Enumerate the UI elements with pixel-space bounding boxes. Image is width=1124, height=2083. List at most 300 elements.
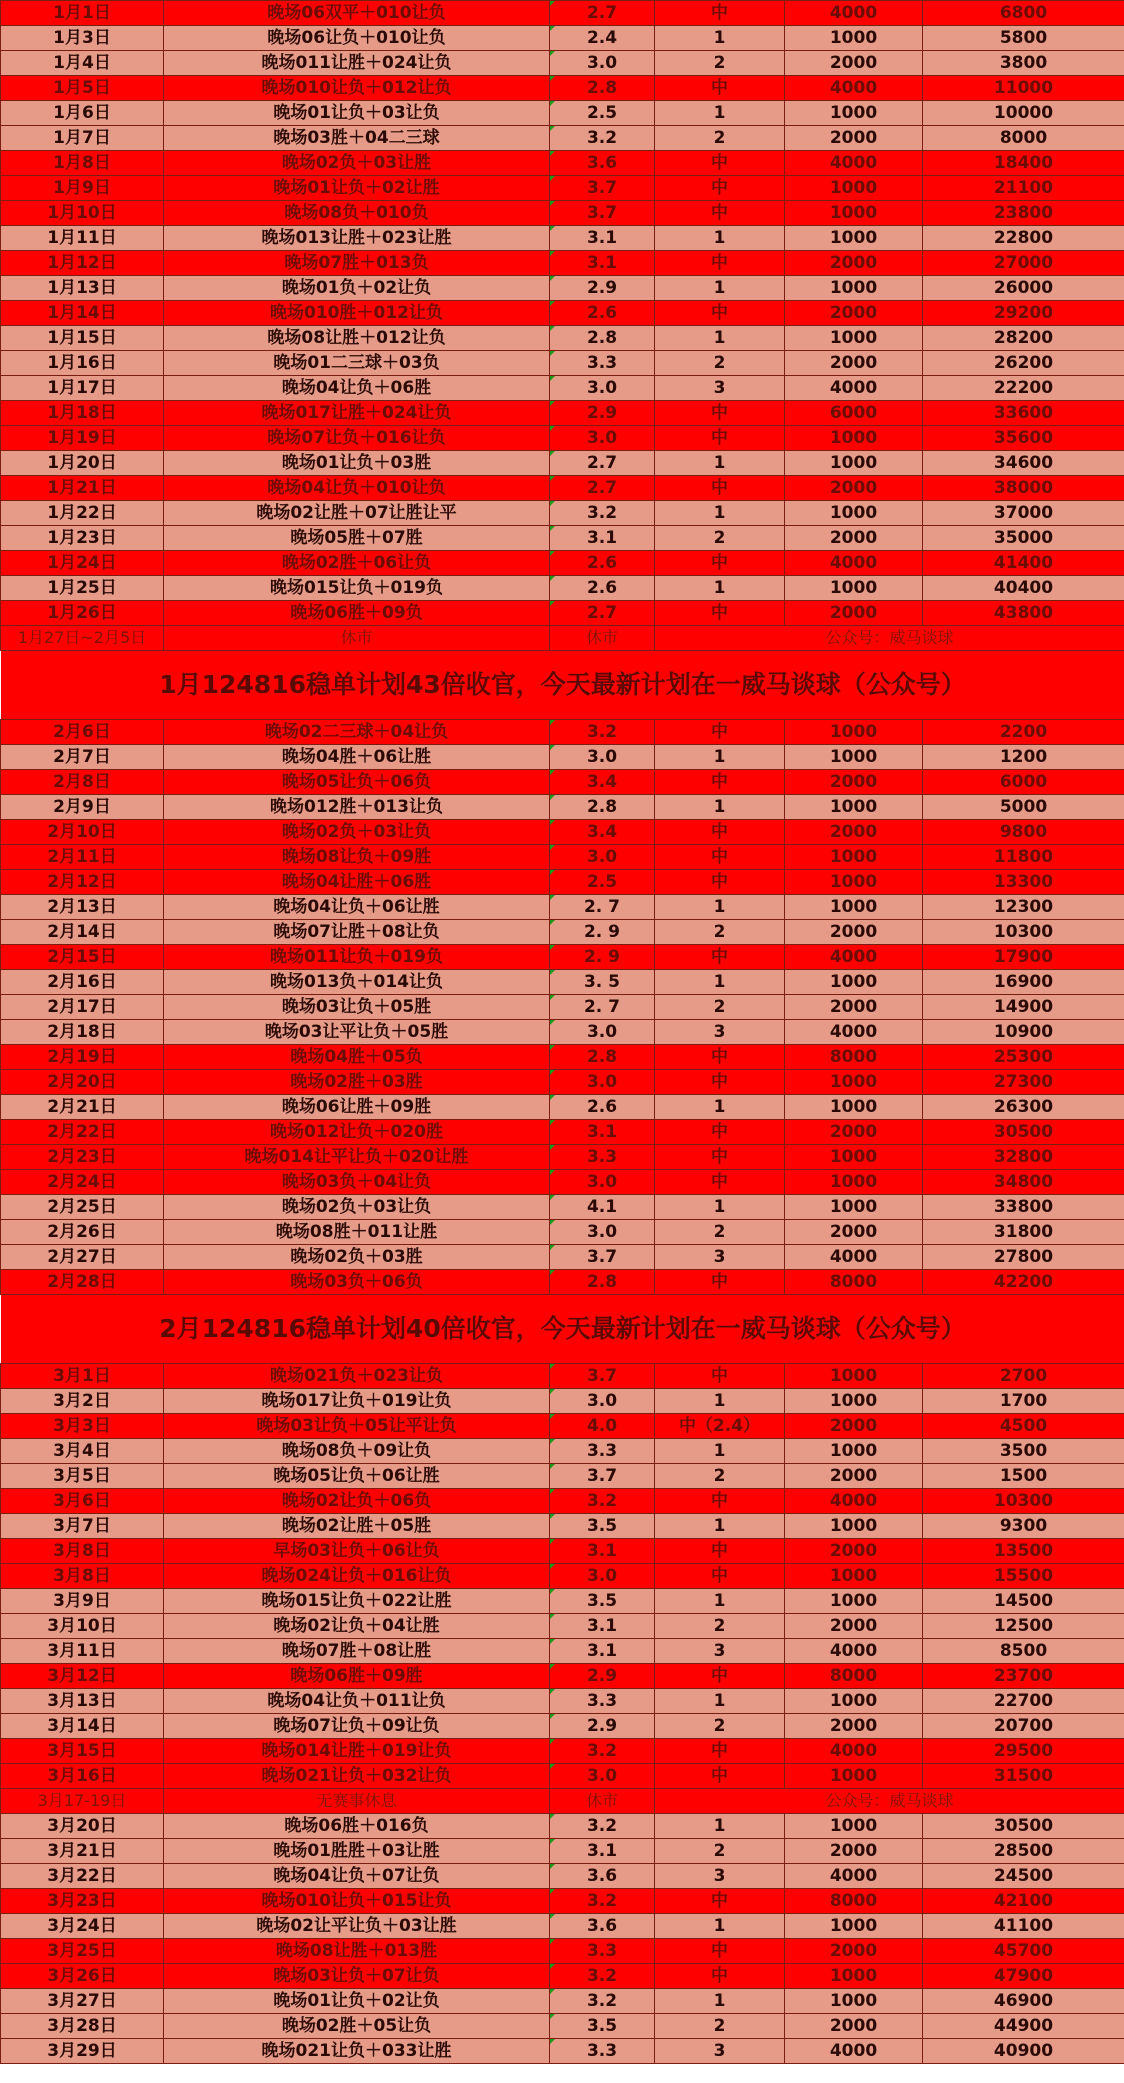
date-cell: 3月25日	[1, 1939, 164, 1964]
result-cell: 中	[655, 151, 785, 176]
balance-cell: 31500	[923, 1764, 1124, 1789]
result-cell: 1	[655, 1914, 785, 1939]
balance-cell: 10900	[923, 1020, 1124, 1045]
table-row	[1, 1689, 1124, 1714]
table-row	[1, 995, 1124, 1020]
stake-cell: 1000	[785, 1989, 923, 2014]
result-cell: 中（2.4）	[655, 1414, 785, 1439]
result-cell: 中	[655, 426, 785, 451]
balance-cell: 2200	[923, 720, 1124, 745]
table-row	[1, 326, 1124, 351]
stake-cell: 1000	[785, 1764, 923, 1789]
stake-cell: 1000	[785, 1095, 923, 1120]
date-cell: 1月12日	[1, 251, 164, 276]
date-cell: 2月23日	[1, 1145, 164, 1170]
odds-cell: 3.0	[550, 745, 655, 770]
date-cell: 2月28日	[1, 1270, 164, 1295]
odds-cell: 2. 9	[550, 945, 655, 970]
stake-cell: 4000	[785, 151, 923, 176]
result-cell: 1	[655, 26, 785, 51]
balance-cell: 5800	[923, 26, 1124, 51]
table-row	[1, 1839, 1124, 1864]
stake-cell: 2000	[785, 301, 923, 326]
stake-cell: 4000	[785, 1, 923, 26]
date-cell: 2月14日	[1, 920, 164, 945]
balance-cell: 38000	[923, 476, 1124, 501]
result-cell: 中	[655, 870, 785, 895]
balance-cell: 34600	[923, 451, 1124, 476]
date-cell: 3月24日	[1, 1914, 164, 1939]
plan-cell: 晚场013负＋014让负	[164, 970, 550, 995]
odds-cell: 2. 7	[550, 895, 655, 920]
result-cell: 中	[655, 1664, 785, 1689]
plan-cell: 晚场07让负＋09让负	[164, 1714, 550, 1739]
date-cell: 3月22日	[1, 1864, 164, 1889]
table-row	[1, 1989, 1124, 2014]
date-cell: 3月11日	[1, 1639, 164, 1664]
date-cell: 2月24日	[1, 1170, 164, 1195]
table-row	[1, 1639, 1124, 1664]
plan-cell: 晚场03负＋04让负	[164, 1170, 550, 1195]
balance-cell: 9800	[923, 820, 1124, 845]
odds-cell: 3.0	[550, 376, 655, 401]
plan-cell: 晚场02负＋03让负	[164, 820, 550, 845]
date-cell: 3月20日	[1, 1814, 164, 1839]
result-cell: 中	[655, 1045, 785, 1070]
result-cell: 1	[655, 970, 785, 995]
table-row	[1, 251, 1124, 276]
result-cell: 中	[655, 1070, 785, 1095]
table-row	[1, 1245, 1124, 1270]
month-summary-text: 1月124816稳单计划43倍收官，今天最新计划在一威马谈球（公众号）	[1, 651, 1124, 720]
stake-cell: 2000	[785, 1939, 923, 1964]
plan-cell: 晚场04让负＋06让胜	[164, 895, 550, 920]
date-cell: 3月5日	[1, 1464, 164, 1489]
result-cell: 中	[655, 1889, 785, 1914]
table-row	[1, 1814, 1124, 1839]
date-cell: 3月21日	[1, 1839, 164, 1864]
odds-cell: 2.5	[550, 101, 655, 126]
balance-cell: 14500	[923, 1589, 1124, 1614]
balance-cell: 4500	[923, 1414, 1124, 1439]
plan-cell: 晚场08让负＋09胜	[164, 845, 550, 870]
odds-cell: 3.0	[550, 51, 655, 76]
balance-cell: 45700	[923, 1939, 1124, 1964]
odds-cell: 3.0	[550, 1170, 655, 1195]
odds-cell: 3.0	[550, 1070, 655, 1095]
plan-cell: 晚场02胜＋06让负	[164, 551, 550, 576]
stake-cell: 2000	[785, 476, 923, 501]
date-cell: 2月8日	[1, 770, 164, 795]
stake-cell: 8000	[785, 1270, 923, 1295]
result-cell: 1	[655, 795, 785, 820]
balance-cell: 34800	[923, 1170, 1124, 1195]
table-row	[1, 895, 1124, 920]
balance-cell: 47900	[923, 1964, 1124, 1989]
break-plan-cell: 无赛事休息	[164, 1789, 550, 1814]
balance-cell: 20700	[923, 1714, 1124, 1739]
result-cell: 2	[655, 1839, 785, 1864]
plan-cell: 晚场06胜＋09负	[164, 601, 550, 626]
balance-cell: 1200	[923, 745, 1124, 770]
table-row	[1, 1270, 1124, 1295]
date-cell: 3月26日	[1, 1964, 164, 1989]
plan-cell: 晚场014让胜＋019让负	[164, 1739, 550, 1764]
stake-cell: 1000	[785, 451, 923, 476]
result-cell: 1	[655, 501, 785, 526]
date-cell: 3月7日	[1, 1514, 164, 1539]
odds-cell: 3.7	[550, 201, 655, 226]
result-cell: 2	[655, 995, 785, 1020]
stake-cell: 1000	[785, 720, 923, 745]
stake-cell: 1000	[785, 1439, 923, 1464]
break-date-cell: 1月27日~2月5日	[1, 626, 164, 651]
date-cell: 3月29日	[1, 2039, 164, 2064]
balance-cell: 31800	[923, 1220, 1124, 1245]
date-cell: 1月8日	[1, 151, 164, 176]
balance-cell: 2700	[923, 1364, 1124, 1389]
stake-cell: 1000	[785, 795, 923, 820]
result-cell: 中	[655, 401, 785, 426]
date-cell: 2月11日	[1, 845, 164, 870]
table-row	[1, 226, 1124, 251]
stake-cell: 1000	[785, 501, 923, 526]
date-cell: 2月18日	[1, 1020, 164, 1045]
date-cell: 1月22日	[1, 501, 164, 526]
date-cell: 1月21日	[1, 476, 164, 501]
odds-cell: 3.2	[550, 126, 655, 151]
plan-cell: 晚场02负＋03让胜	[164, 151, 550, 176]
result-cell: 3	[655, 1864, 785, 1889]
date-cell: 1月6日	[1, 101, 164, 126]
plan-cell: 晚场03让负＋07让负	[164, 1964, 550, 1989]
result-cell: 1	[655, 451, 785, 476]
table-row	[1, 51, 1124, 76]
balance-cell: 8000	[923, 126, 1124, 151]
plan-cell: 晚场015让负＋022让胜	[164, 1589, 550, 1614]
table-row	[1, 1889, 1124, 1914]
date-cell: 2月13日	[1, 895, 164, 920]
date-cell: 2月26日	[1, 1220, 164, 1245]
balance-cell: 12500	[923, 1614, 1124, 1639]
balance-cell: 44900	[923, 2014, 1124, 2039]
table-row	[1, 845, 1124, 870]
date-cell: 2月12日	[1, 870, 164, 895]
stake-cell: 2000	[785, 526, 923, 551]
table-row	[1, 1170, 1124, 1195]
balance-cell: 43800	[923, 601, 1124, 626]
stake-cell: 4000	[785, 1739, 923, 1764]
stake-cell: 2000	[785, 251, 923, 276]
balance-cell: 23700	[923, 1664, 1124, 1689]
date-cell: 2月22日	[1, 1120, 164, 1145]
result-cell: 1	[655, 1814, 785, 1839]
plan-cell: 晚场04让负＋07让负	[164, 1864, 550, 1889]
plan-cell: 晚场03胜＋04二三球	[164, 126, 550, 151]
stake-cell: 1000	[785, 1195, 923, 1220]
table-row	[1, 1145, 1124, 1170]
stake-cell: 6000	[785, 401, 923, 426]
plan-cell: 晚场04让负＋06胜	[164, 376, 550, 401]
balance-cell: 5000	[923, 795, 1124, 820]
table-row	[1, 426, 1124, 451]
result-cell: 中	[655, 301, 785, 326]
plan-cell: 晚场017让胜＋024让负	[164, 401, 550, 426]
table-row	[1, 2014, 1124, 2039]
result-cell: 中	[655, 820, 785, 845]
balance-cell: 26000	[923, 276, 1124, 301]
plan-cell: 晚场08负＋010负	[164, 201, 550, 226]
plan-cell: 早场03让负＋06让负	[164, 1539, 550, 1564]
plan-cell: 晚场017让负＋019让负	[164, 1389, 550, 1414]
balance-cell: 35600	[923, 426, 1124, 451]
stake-cell: 2000	[785, 2014, 923, 2039]
table-row	[1, 1739, 1124, 1764]
table-row	[1, 501, 1124, 526]
date-cell: 3月6日	[1, 1489, 164, 1514]
date-cell: 1月5日	[1, 76, 164, 101]
plan-cell: 晚场04让负＋011让负	[164, 1689, 550, 1714]
plan-cell: 晚场08让胜＋013胜	[164, 1939, 550, 1964]
balance-cell: 10300	[923, 920, 1124, 945]
market-closed-row	[1, 626, 1124, 651]
odds-cell: 2.9	[550, 401, 655, 426]
odds-cell: 3.0	[550, 1220, 655, 1245]
odds-cell: 3.3	[550, 1145, 655, 1170]
plan-cell: 晚场05让负＋06让胜	[164, 1464, 550, 1489]
date-cell: 1月7日	[1, 126, 164, 151]
balance-cell: 11000	[923, 76, 1124, 101]
table-row	[1, 1364, 1124, 1389]
balance-cell: 23800	[923, 201, 1124, 226]
result-cell: 中	[655, 720, 785, 745]
date-cell: 1月11日	[1, 226, 164, 251]
stake-cell: 1000	[785, 895, 923, 920]
table-row	[1, 1714, 1124, 1739]
odds-cell: 4.1	[550, 1195, 655, 1220]
result-cell: 3	[655, 2039, 785, 2064]
balance-cell: 26200	[923, 351, 1124, 376]
balance-cell: 12300	[923, 895, 1124, 920]
odds-cell: 3.7	[550, 1464, 655, 1489]
stake-cell: 2000	[785, 1414, 923, 1439]
table-row	[1, 1389, 1124, 1414]
plan-cell: 晚场015让负＋019负	[164, 576, 550, 601]
balance-cell: 18400	[923, 151, 1124, 176]
result-cell: 中	[655, 1539, 785, 1564]
result-cell: 2	[655, 1714, 785, 1739]
date-cell: 1月25日	[1, 576, 164, 601]
stake-cell: 1000	[785, 26, 923, 51]
stake-cell: 1000	[785, 1564, 923, 1589]
table-row	[1, 720, 1124, 745]
result-cell: 中	[655, 1564, 785, 1589]
result-cell: 1	[655, 1439, 785, 1464]
plan-cell: 晚场011让胜＋024让负	[164, 51, 550, 76]
odds-cell: 2.4	[550, 26, 655, 51]
balance-cell: 6000	[923, 770, 1124, 795]
balance-cell: 27300	[923, 1070, 1124, 1095]
odds-cell: 3.2	[550, 1989, 655, 2014]
result-cell: 2	[655, 126, 785, 151]
result-cell: 2	[655, 526, 785, 551]
balance-cell: 16900	[923, 970, 1124, 995]
stake-cell: 1000	[785, 276, 923, 301]
balance-cell: 33800	[923, 1195, 1124, 1220]
plan-cell: 晚场01让负＋02让负	[164, 1989, 550, 2014]
stake-cell: 1000	[785, 326, 923, 351]
result-cell: 1	[655, 276, 785, 301]
odds-cell: 2.9	[550, 276, 655, 301]
odds-cell: 3.1	[550, 1639, 655, 1664]
break-plan-cell: 休市	[164, 626, 550, 651]
date-cell: 2月21日	[1, 1095, 164, 1120]
odds-cell: 3.0	[550, 1020, 655, 1045]
table-row	[1, 601, 1124, 626]
date-cell: 2月27日	[1, 1245, 164, 1270]
plan-cell: 晚场06双平＋010让负	[164, 1, 550, 26]
stake-cell: 2000	[785, 1614, 923, 1639]
date-cell: 3月4日	[1, 1439, 164, 1464]
result-cell: 中	[655, 76, 785, 101]
plan-cell: 晚场03让负＋05让平让负	[164, 1414, 550, 1439]
odds-cell: 3.2	[550, 1489, 655, 1514]
plan-cell: 晚场06胜＋09胜	[164, 1664, 550, 1689]
table-row	[1, 1564, 1124, 1589]
plan-cell: 晚场03让负＋05胜	[164, 995, 550, 1020]
table-row	[1, 301, 1124, 326]
balance-cell: 8500	[923, 1639, 1124, 1664]
plan-cell: 晚场021负＋023让负	[164, 1364, 550, 1389]
table-row	[1, 1120, 1124, 1145]
stake-cell: 1000	[785, 426, 923, 451]
date-cell: 3月16日	[1, 1764, 164, 1789]
table-row	[1, 745, 1124, 770]
balance-cell: 33600	[923, 401, 1124, 426]
stake-cell: 4000	[785, 945, 923, 970]
break-note-cell: 公众号：威马谈球	[655, 1789, 1124, 1814]
table-row	[1, 2039, 1124, 2064]
plan-cell: 晚场02负＋03胜	[164, 1245, 550, 1270]
odds-cell: 3.1	[550, 226, 655, 251]
odds-cell: 2.8	[550, 1270, 655, 1295]
result-cell: 3	[655, 376, 785, 401]
date-cell: 3月13日	[1, 1689, 164, 1714]
stake-cell: 1000	[785, 1814, 923, 1839]
table-row	[1, 1095, 1124, 1120]
balance-cell: 30500	[923, 1120, 1124, 1145]
odds-cell: 3.3	[550, 1439, 655, 1464]
balance-cell: 13300	[923, 870, 1124, 895]
table-row	[1, 126, 1124, 151]
stake-cell: 2000	[785, 1220, 923, 1245]
odds-cell: 3.6	[550, 151, 655, 176]
odds-cell: 2.7	[550, 601, 655, 626]
plan-cell: 晚场02负＋03让负	[164, 1195, 550, 1220]
balance-cell: 6800	[923, 1, 1124, 26]
stake-cell: 1000	[785, 176, 923, 201]
table-row	[1, 376, 1124, 401]
stake-cell: 1000	[785, 1145, 923, 1170]
balance-cell: 46900	[923, 1989, 1124, 2014]
stake-cell: 1000	[785, 201, 923, 226]
result-cell: 1	[655, 576, 785, 601]
table-row	[1, 1589, 1124, 1614]
odds-cell: 3.3	[550, 1939, 655, 1964]
balance-cell: 37000	[923, 501, 1124, 526]
table-row	[1, 1864, 1124, 1889]
result-cell: 中	[655, 1364, 785, 1389]
date-cell: 3月3日	[1, 1414, 164, 1439]
plan-cell: 晚场010让负＋012让负	[164, 76, 550, 101]
table-row	[1, 176, 1124, 201]
table-row	[1, 1764, 1124, 1789]
odds-cell: 2.6	[550, 576, 655, 601]
stake-cell: 4000	[785, 76, 923, 101]
odds-cell: 2.7	[550, 1, 655, 26]
result-cell: 中	[655, 770, 785, 795]
result-cell: 中	[655, 1120, 785, 1145]
table-row	[1, 351, 1124, 376]
date-cell: 1月20日	[1, 451, 164, 476]
odds-cell: 2.9	[550, 1714, 655, 1739]
date-cell: 1月23日	[1, 526, 164, 551]
date-cell: 1月17日	[1, 376, 164, 401]
balance-cell: 24500	[923, 1864, 1124, 1889]
stake-cell: 1000	[785, 1589, 923, 1614]
stake-cell: 2000	[785, 1539, 923, 1564]
plan-cell: 晚场02让胜＋05胜	[164, 1514, 550, 1539]
stake-cell: 4000	[785, 2039, 923, 2064]
table-row	[1, 76, 1124, 101]
plan-cell: 晚场06让胜＋09胜	[164, 1095, 550, 1120]
balance-cell: 9300	[923, 1514, 1124, 1539]
date-cell: 2月17日	[1, 995, 164, 1020]
break-date-cell: 3月17-19日	[1, 1789, 164, 1814]
plan-cell: 晚场01让负＋02让胜	[164, 176, 550, 201]
result-cell: 中	[655, 1270, 785, 1295]
odds-cell: 3.4	[550, 820, 655, 845]
odds-cell: 3.6	[550, 1864, 655, 1889]
result-cell: 2	[655, 2014, 785, 2039]
balance-cell: 30500	[923, 1814, 1124, 1839]
stake-cell: 4000	[785, 1020, 923, 1045]
table-row	[1, 451, 1124, 476]
stake-cell: 8000	[785, 1045, 923, 1070]
plan-cell: 晚场05让负＋06负	[164, 770, 550, 795]
odds-cell: 3.1	[550, 1839, 655, 1864]
table-row	[1, 1464, 1124, 1489]
date-cell: 3月8日	[1, 1564, 164, 1589]
date-cell: 1月16日	[1, 351, 164, 376]
stake-cell: 8000	[785, 1889, 923, 1914]
date-cell: 1月14日	[1, 301, 164, 326]
date-cell: 1月15日	[1, 326, 164, 351]
odds-cell: 3.1	[550, 1539, 655, 1564]
plan-cell: 晚场07胜＋013负	[164, 251, 550, 276]
date-cell: 2月16日	[1, 970, 164, 995]
odds-cell: 3.3	[550, 2039, 655, 2064]
stake-cell: 2000	[785, 1714, 923, 1739]
balance-cell: 27000	[923, 251, 1124, 276]
date-cell: 3月27日	[1, 1989, 164, 2014]
result-cell: 1	[655, 1095, 785, 1120]
stake-cell: 4000	[785, 1245, 923, 1270]
odds-cell: 3.6	[550, 1914, 655, 1939]
date-cell: 1月26日	[1, 601, 164, 626]
result-cell: 中	[655, 551, 785, 576]
stake-cell: 2000	[785, 601, 923, 626]
